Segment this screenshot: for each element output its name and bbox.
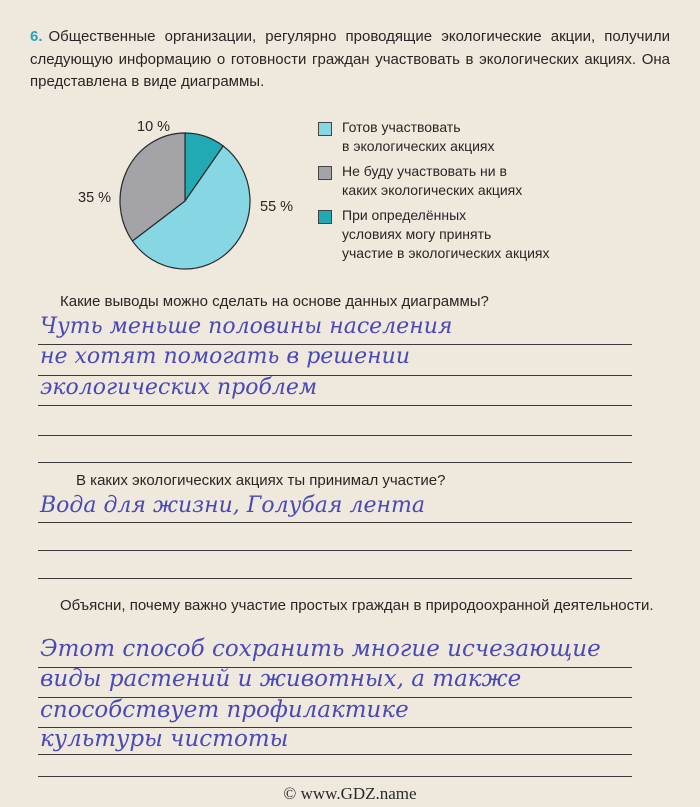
answer-2-line-1: Вода для жизни, Голубая лента: [40, 493, 425, 518]
legend-text: При определённых: [342, 207, 467, 223]
site-footer: © www.GDZ.name: [283, 784, 417, 803]
pie-label-55: 55 %: [260, 199, 294, 215]
legend-item-no: [318, 162, 618, 200]
task-statement: [30, 26, 670, 94]
answer-rule: [38, 578, 632, 579]
legend-text: в экологических акциях: [342, 138, 495, 154]
answer-3-line-2: виды растений и животных, а также: [40, 666, 522, 692]
answer-rule: [38, 405, 632, 406]
answer-rule: [38, 522, 632, 523]
answer-rule: [38, 697, 632, 698]
legend-text: Не буду участвовать ни в: [342, 163, 507, 179]
answer-rule: [38, 344, 632, 345]
pie-chart: [100, 116, 270, 286]
answer-1-line-3: экологических проблем: [40, 375, 318, 400]
legend-swatch-no: [318, 166, 332, 180]
pie-label-35: 35 %: [78, 190, 112, 206]
question-3: Объясни, почему важно участие простых граждан в природоохранной деятельности.: [60, 597, 654, 614]
answer-rule: [38, 727, 632, 728]
answer-rule: [38, 667, 632, 668]
answer-rule: [38, 435, 632, 436]
legend-swatch-conditional: [318, 210, 332, 224]
answer-1-line-2: не хотят помогать в решении: [40, 344, 410, 369]
pie-label-10: 10 %: [137, 119, 171, 135]
legend-text: каких экологических акциях: [342, 182, 523, 198]
answer-rule: [38, 462, 632, 463]
legend-text: Готов участвовать: [342, 119, 461, 135]
legend-swatch-ready: [318, 122, 332, 136]
legend-item-ready: [318, 118, 618, 156]
answer-3-line-1: Этот способ сохранить многие исчезающие: [40, 636, 601, 662]
answer-rule: [38, 375, 632, 376]
answer-rule: [38, 776, 632, 777]
question-1: Какие выводы можно сделать на основе данных диаграммы?: [60, 293, 489, 310]
answer-3-line-3: способствует профилактике: [40, 697, 409, 723]
answer-rule: [38, 550, 632, 551]
question-2: В каких экологических акциях ты принимал участие?: [76, 472, 446, 489]
task-text: Общественные организации, регулярно проводящие экологические акции, получили следующую информацию о готовности граждан участвовать в экологических акциях. Она представлена в виде диаграммы.: [30, 28, 670, 90]
answer-3-line-4: культуры чистоты: [40, 726, 289, 752]
task-number: 6.: [30, 28, 43, 45]
chart-legend: [318, 118, 618, 269]
legend-item-conditional: [318, 206, 618, 263]
answer-rule: [38, 754, 632, 755]
legend-text: условиях могу принять: [342, 226, 492, 242]
legend-text: участие в экологических акциях: [342, 245, 550, 261]
answer-1-line-1: Чуть меньше половины населения: [40, 314, 453, 339]
